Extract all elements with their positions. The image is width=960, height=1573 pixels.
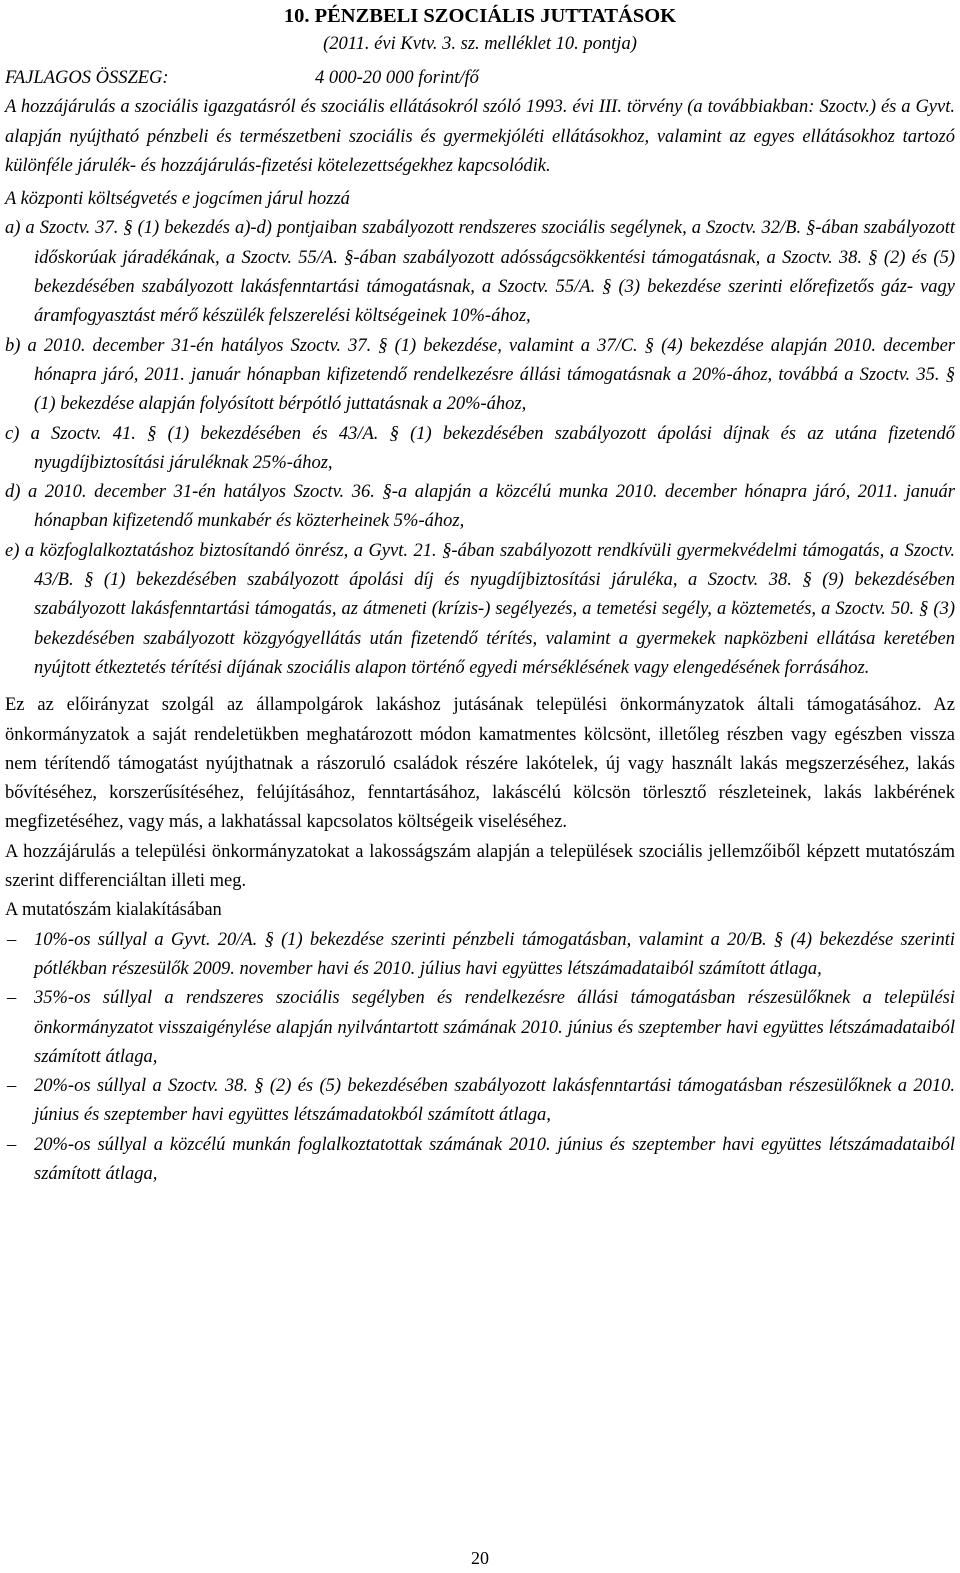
list-item <box>5 926 955 985</box>
housing-paragraph: Ez az előirányzat szolgál az állampolgárok lakáshoz jutásának települési önkormányzatok általi támogatásához. Az önkormányzatok a saját rendeletükben meghatározott módon kamatmentes kölcsönt, illetőleg részben vagy egészben vissza nem térítendő támogatást nyújthatnak a rászoruló családok részére lakótelek, új vagy használt lakás megszerzéséhez, lakás bővítéséhez, korszerűsítéséhez, felújításához, fenntartásához, lakáscélú kölcsön törlesztő részleteinek, lakás lakbérének megfizetéséhez, vagy más, a lakhatással kapcsolatos költségeik viseléséhez. <box>5 695 955 833</box>
list-item-a: a) a Szoctv. 37. § (1) bekezdés a)-d) pontjaiban szabályozott rendszeres szociális segélynek, a Szoctv. 32/B. §-ában szabályozott időskorúak járadékának, a Szoctv. 55/A. §-ában szabályozott adósságcsökkentési támogatásnak, a Szoctv. 38. § (2) és (5) bekezdésében szabályozott lakásfenntartási támogatásnak, a Szoctv. 55/A. § (3) bekezdése szerinti előrefizetős gáz- vagy áramfogyasztást mérő készülék felszerelési költségeinek 10%-ához, <box>5 218 955 327</box>
section-subtitle: (2011. évi Kvtv. 3. sz. melléklet 10. pontja) <box>323 34 637 54</box>
list-item-text: 35%-os súllyal a rendszeres szociális segélyben és rendelkezésre állási támogatásban részesülőknek a települési önkormányzatot visszaigénylése alapján nyilvántartott számának 2010. június és szeptember havi együttes létszámadataiból számított átlaga, <box>34 988 955 1067</box>
intro-paragraph: A hozzájárulás a szociális igazgatásról és szociális ellátásokról szóló 1993. évi III. törvény (a továbbiakban: Szoctv.) és a Gyvt. alapján nyújtható pénzbeli és természetbeni szociális és gyermekjóléti ellátásokhoz, valamint az egyes ellátásokhoz tartozó különféle járulék- és hozzájárulás-fizetési kötelezettségekhez kapcsolódik. <box>5 97 955 176</box>
list-item <box>5 1131 955 1190</box>
list-item <box>5 1072 955 1131</box>
distribution-paragraph: A hozzájárulás a települési önkormányzatokat a lakosságszám alapján a települések szociális jellemzőiből képzett mutatószám szerint differenciáltan illeti meg. <box>5 841 955 892</box>
list-item-d: d) a 2010. december 31-én hatályos Szoctv. 36. §-a alapján a közcélú munka 2010. december hónapra járó, 2011. január hónapban kifizetendő munkabér és közterheinek 5%-ához, <box>5 482 955 532</box>
section-title: 10. PÉNZBELI SZOCIÁLIS JUTTATÁSOK <box>283 5 677 27</box>
list-item-text: 20%-os súllyal a Szoctv. 38. § (2) és (5) bekezdésében szabályozott lakásfenntartási támogatásban részesülőknek a 2010. június és szeptember havi együttes létszámadatokból számított átlaga, <box>34 1076 955 1126</box>
central-budget-heading: A központi költségvetés e jogcímen járul hozzá <box>5 189 350 210</box>
unit-amount-value: 4 000-20 000 forint/fő <box>315 68 479 88</box>
list-item-e: e) a közfoglalkoztatáshoz biztosítandó önrész, a Gyvt. 21. §-ában szabályozott rendkívüli gyermekvédelmi támogatás, a Szoctv. 43/B. § (1) bekezdésében szabályozott ápolási díj és nyugdíjbiztosítási járuléka, a Szoctv. 38. § (9) bekezdésében szabályozott lakásfenntartási támogatás, az átmeneti (krízis-) segélyezés, a temetési segély, a köztemetés, a Szoctv. 50. § (3) bekezdésében szabályozott közgyógyellátás után fizetendő térítés, valamint a gyermekek napközbeni ellátása keretében nyújtott étkeztetés térítési díjának szociális alapon történő egyedi mérséklésének vagy elengedésének forrásához. <box>5 540 955 678</box>
document-page <box>5 0 955 1189</box>
page-number: 20 <box>471 1548 489 1568</box>
list-item-text: 10%-os súllyal a Gyvt. 20/A. § (1) bekezdése szerinti pénzbeli támogatásban, valamint a 20/B. § (4) bekezdése szerinti pótlékban részesülők 2009. november havi és 2010. július havi együttes létszámadataiból számított átlaga, <box>34 929 955 979</box>
unit-amount-label: FAJLAGOS ÖSSZEG: <box>5 68 169 88</box>
indicator-list <box>5 926 955 1190</box>
list-item-b: b) a 2010. december 31-én hatályos Szoctv. 37. § (1) bekezdése, valamint a 37/C. § (4) bekezdése alapján 2010. december hónapra járó, 2011. január hónapban kifizetendő rendelkezésre állási támogatásnak a 20%-ához, továbbá a Szoctv. 35. § (1) bekezdése alapján folyósított bérpótló juttatásnak a 20%-ához, <box>5 335 955 415</box>
list-item-text: 20%-os súllyal a közcélú munkán foglalkoztatottak számának 2010. június és szeptember havi együttes létszámadataiból számított átlaga, <box>34 1134 955 1184</box>
unit-amount-row <box>5 64 955 93</box>
dash-bullet: – <box>7 1134 17 1155</box>
dash-bullet: – <box>7 929 17 950</box>
dash-bullet: – <box>7 1076 17 1097</box>
list-item-c: c) a Szoctv. 41. § (1) bekezdésében és 43/A. § (1) bekezdésében szabályozott ápolási díjnak és az utána fizetendő nyugdíjbiztosítási járuléknak 25%-ához, <box>5 423 955 473</box>
list-item <box>5 984 955 1072</box>
indicator-heading: A mutatószám kialakításában <box>5 900 222 921</box>
dash-bullet: – <box>7 988 17 1009</box>
